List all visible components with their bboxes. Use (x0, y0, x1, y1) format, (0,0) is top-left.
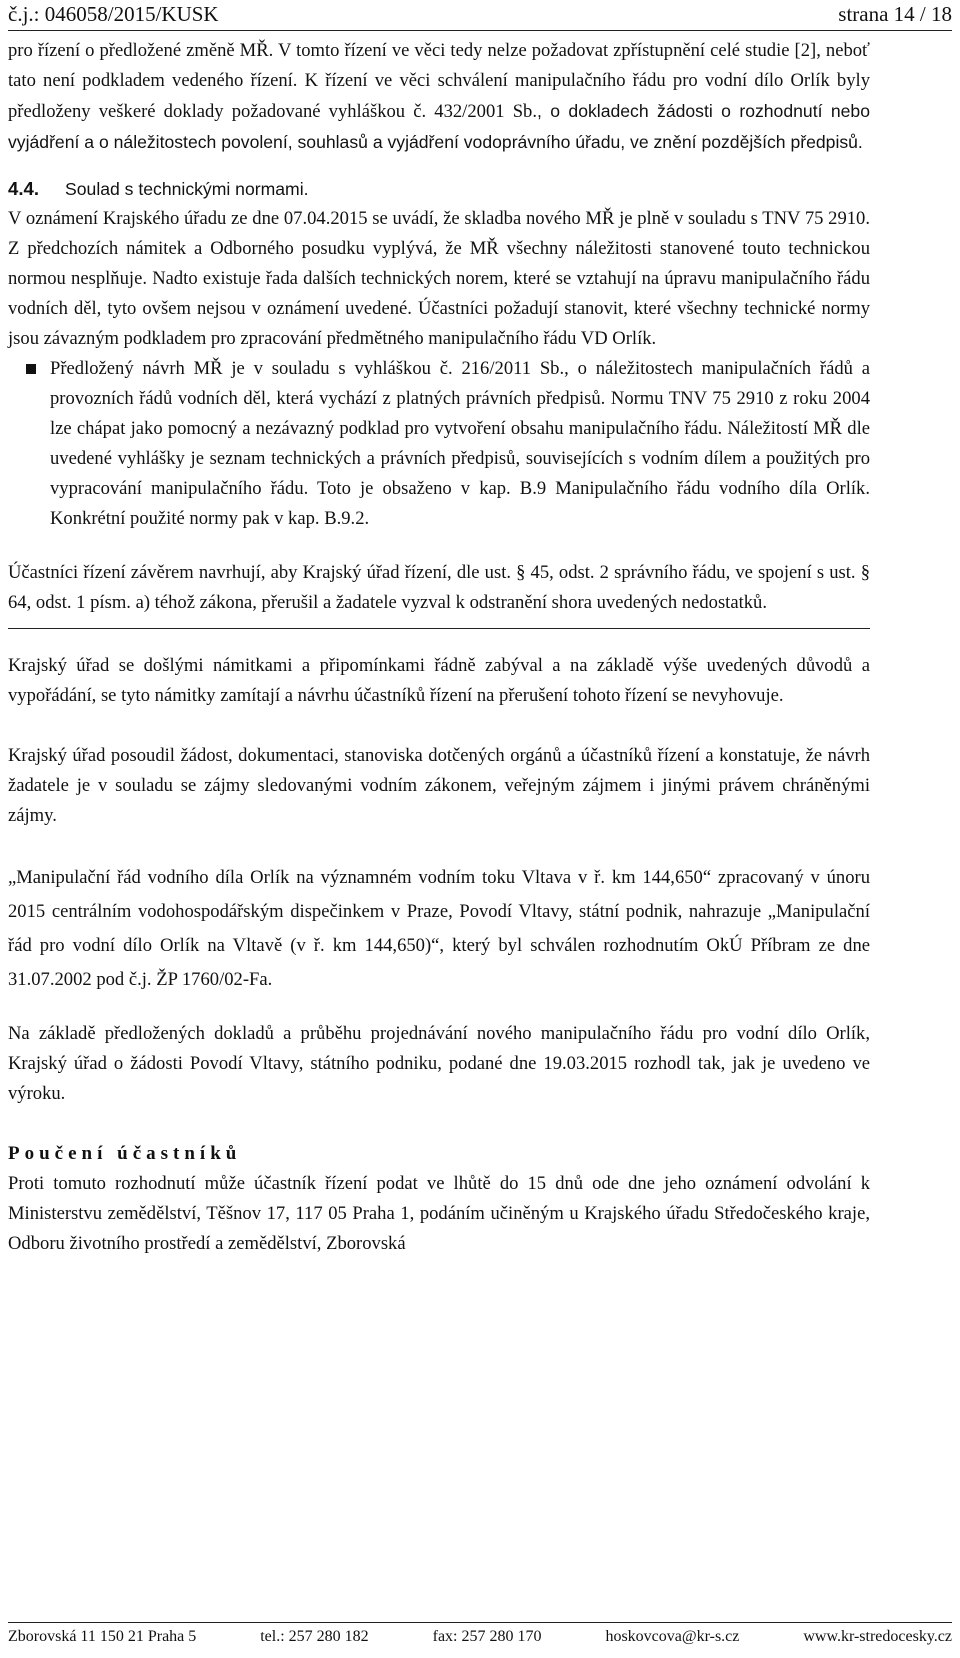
bullet-square-icon (26, 364, 36, 374)
section-title: Soulad s technickými normami. (65, 179, 309, 199)
footer-fax: fax: 257 280 170 (432, 1628, 542, 1645)
paragraph-8: Proti tomuto rozhodnutí může účastník řízení podat ve lhůtě do 15 dnů ode dne jeho oznámení odvolání k Ministerstvu zemědělství, Těšnov 17, 117 05 Praha 1, podáním učiněným u Krajského úřadu Středočeského kraje, Odboru životního prostředí a zemědělství, Zborovská (8, 1173, 870, 1254)
instructions-heading: Poučení účastníků (8, 1143, 242, 1164)
page-number: strana 14 / 18 (838, 2, 952, 26)
paragraph-5: Krajský úřad posoudil žádost, dokumentaci, stanoviska dotčených orgánů a účastníků řízení a konstatuje, že návrh žadatele je v souladu se zájmy sledovanými vodním zákonem, veřejným zájmem i jinými právem chráněnými zájmy. (8, 745, 870, 826)
page-footer (8, 1622, 952, 1657)
paragraph-1-sans: , o dokladech žádosti o rozhodnutí nebo vyjádření a o náležitostech povolení, souhlasů a vyjádření vodoprávního úřadu, ve znění pozdějších předpisů. (8, 101, 870, 152)
section-heading (8, 174, 870, 204)
paragraph-1-serif: pro řízení o předložené změně MŘ. V tomto řízení ve věci tedy nelze požadovat zpřístupnění celé studie [2], neboť tato není podkladem vedeného řízení. K řízení ve věci schválení manipulačního řádu pro vodní dílo Orlík byly předloženy veškeré doklady požadované vyhláškou č. 432/2001 Sb. (8, 40, 870, 122)
paragraph-1 (8, 36, 870, 158)
paragraph-3: Účastníci řízení závěrem navrhují, aby Krajský úřad řízení, dle ust. § 45, odst. 2 správního řádu, ve spojení s ust. § 64, odst. 1 písm. a) téhož zákona, přerušil a žadatele vyzval k odstranění shora uvedených nedostatků. (8, 562, 870, 613)
paragraph-6: „Manipulační řád vodního díla Orlík na významném vodním toku Vltava v ř. km 144,650“ zpracovaný v únoru 2015 centrálním vodohospodářským dispečinkem v Praze, Povodí Vltavy, státní podnik, nahrazuje „Manipulační řád pro vodní dílo Orlík na Vltavě (v ř. km 144,650)“, který byl schválen rozhodnutím OkÚ Příbram ze dne 31.07.2002 pod č.j. ŽP 1760/02-Fa. (8, 867, 870, 990)
bullet-item (8, 354, 870, 534)
footer-web: www.kr-stredocesky.cz (803, 1628, 952, 1645)
paragraph-7: Na základě předložených dokladů a průběhu projednávání nového manipulačního řádu pro vodní dílo Orlík, Krajský úřad o žádosti Povodí Vltavy, státního podniku, podané dne 19.03.2015 rozhodl tak, jak je uvedeno ve výroku. (8, 1023, 870, 1104)
paragraph-4: Krajský úřad se došlými námitkami a připomínkami řádně zabýval a na základě výše uvedených důvodů a vypořádání, se tyto námitky zamítají a návrhu účastníků řízení na přerušení tohoto řízení se nevyhovuje. (8, 655, 870, 706)
bullet-text: Předložený návrh MŘ je v souladu s vyhláškou č. 216/2011 Sb., o náležitostech manipulačních řádů a provozních řádů vodních děl, která vychází z platných právních předpisů. Normu TNV 75 2910 z roku 2004 lze chápat jako pomocný a nezávazný podklad pro vytvoření obsahu manipulačního řádu. Náležitostí MŘ dle uvedené vyhlášky je seznam technických a právních předpisů, souvisejících s vodním dílem a použitých pro vypracování manipulačního řádu. Toto je obsaženo v kap. B.9 Manipulačního řádu vodního díla Orlík. Konkrétní použité normy pak v kap. B.9.2. (50, 358, 870, 529)
document-body (8, 36, 870, 1259)
footer-email: hoskovcova@kr-s.cz (605, 1628, 740, 1645)
footer-tel: tel.: 257 280 182 (260, 1628, 369, 1645)
paragraph-2: V oznámení Krajského úřadu ze dne 07.04.2015 se uvádí, že skladba nového MŘ je plně v souladu s TNV 75 2910. Z předchozích námitek a Odborného posudku vyplývá, že MŘ všechny náležitosti stanovené touto technickou normou nesplňuje. Nadto existuje řada dalších technických norem, které se vztahují na úpravu manipulačního řádu vodních děl, tyto ovšem nejsou v oznámení uvedené. Účastníci požadují stanovit, které všechny technické normy jsou závazným podkladem pro zpracování předmětného manipulačního řádu VD Orlík. (8, 208, 870, 349)
reference-number: č.j.: 046058/2015/KUSK (8, 2, 219, 26)
section-number: 4.4. (8, 178, 40, 199)
page-header (8, 0, 952, 31)
footer-address: Zborovská 11 150 21 Praha 5 (8, 1628, 197, 1645)
